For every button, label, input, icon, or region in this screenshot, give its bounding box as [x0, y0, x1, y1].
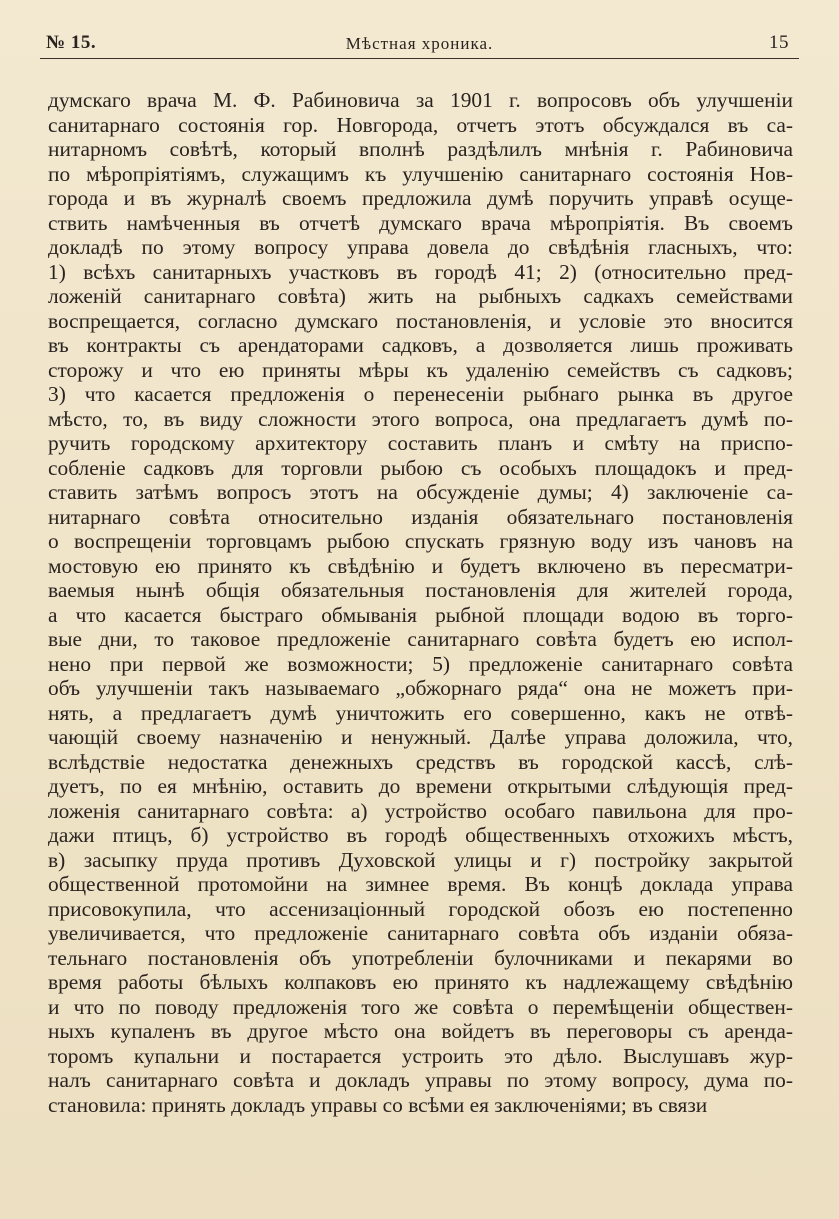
text-line: въ контракты съ арендаторами садковъ, а дозволяется лишь проживать [48, 333, 793, 357]
text-line: вслѣдствіе недостатка денежныхъ средствъ въ городской кассѣ, слѣ- [48, 749, 793, 774]
text-line: нено при первой же возможности; 5) предложеніе санитарнаго совѣта [48, 651, 793, 676]
text-line: воспрещается, согласно думскаго постановленія, и условіе это вносится [48, 308, 793, 333]
text-line: ручить городскому архитектору составить планъ и смѣту на приспо- [48, 431, 793, 455]
text-line: вые дни, то таковое предложеніе санитарнаго совѣта будетъ ею испол- [48, 627, 793, 651]
text-line: ствить намѣченныя въ отчетѣ думскаго врача мѣропріятія. Въ своемъ [48, 210, 793, 235]
text-line: увеличивается, что предложеніе санитарнаго совѣта объ изданіи обяза- [48, 921, 793, 945]
text-line: ныхъ купаленъ въ другое мѣсто она войдетъ въ переговоры съ аренда- [48, 1019, 793, 1043]
text-line: дажи птицъ, б) устройство въ городѣ общественныхъ отхожихъ мѣстъ, [48, 823, 793, 847]
text-line: ваемыя нынѣ общія обязательныя постановленія для жителей города, [48, 578, 793, 602]
text-line: ставить затѣмъ вопросъ этотъ на обсужденіе думы; 4) заключеніе са- [48, 480, 793, 504]
text-line: и что по поводу предложенія того же совѣта о перемѣщеніи обществен- [48, 994, 793, 1019]
text-line: становила: принять докладъ управы со всѣми ея заключеніями; въ связи [48, 1092, 708, 1117]
section-title: Мѣстная хроника. [345, 34, 494, 53]
text-line: мѣсто, то, въ виду сложности этого вопроса, она предлагаетъ думѣ по- [48, 406, 793, 431]
issue-number: № 15. [46, 32, 97, 53]
page-number: 15 [769, 32, 789, 53]
text-line: собленіе садковъ для торговли рыбою съ особыхъ площадокъ и пред- [48, 455, 793, 480]
text-line: города и въ журналѣ своемъ предложила думѣ поручить управѣ осуще- [48, 186, 793, 210]
text-line: общественной протомойни на зимнее время. Въ концѣ доклада управа [48, 872, 793, 896]
text-line: нитарнаго совѣта относительно изданія обязательнаго постановленія [48, 504, 793, 529]
text-line: а что касается быстраго обмыванія рыбной площади водою въ торго- [48, 602, 793, 627]
text-line: в) засыпку пруда противъ Духовской улицы и г) постройку закрытой [48, 847, 793, 872]
text-line: налъ санитарнаго совѣта и докладъ управы по этому вопросу, дума по- [48, 1068, 793, 1092]
text-line: санитарнаго состоянія гор. Новгорода, отчетъ этотъ обсуждался въ са- [48, 112, 793, 137]
text-line: тельнаго постановленія объ употребленіи булочниками и пекарями во [48, 945, 793, 970]
text-line: нять, а предлагаетъ думѣ уничтожить его совершенно, какъ не отвѣ- [48, 700, 793, 725]
text-line: 3) что касается предложенія о перенесеніи рыбнаго рынка въ другое [48, 382, 793, 406]
article-body [48, 88, 793, 1117]
text-line: чающій своему назначенію и ненужный. Далѣе управа доложила, что, [48, 725, 793, 749]
text-line: объ улучшеніи такъ называемаго „обжорнаго ряда“ она не можетъ при- [48, 676, 793, 700]
text-line: сторожу и что ею приняты мѣры къ удаленію семействъ съ садковъ; [48, 357, 793, 382]
text-line: докладѣ по этому вопросу управа довела до свѣдѣнія гласныхъ, что: [48, 235, 793, 259]
running-head [40, 30, 799, 60]
text-line: торомъ купальни и постарается устроить это дѣло. Выслушавъ жур- [48, 1043, 793, 1068]
header-rule [40, 58, 799, 59]
text-line: время работы бѣлыхъ колпаковъ ею принято къ надлежащему свѣдѣнію [48, 970, 793, 994]
text-line: нитарномъ совѣтѣ, который вполнѣ раздѣлилъ мнѣнія г. Рабиновича [48, 137, 793, 161]
text-line: по мѣропріятіямъ, служащимъ къ улучшенію санитарнаго состоянія Нов- [48, 161, 793, 186]
text-line: о воспрещеніи торговцамъ рыбою спускать грязную воду изъ чановъ на [48, 529, 793, 553]
text-line: 1) всѣхъ санитарныхъ участковъ въ городѣ 41; 2) (относительно пред- [48, 259, 793, 284]
text-line: думскаго врача М. Ф. Рабиновича за 1901 г. вопросовъ объ улучшеніи [48, 88, 793, 112]
text-line: дуетъ, по ея мнѣнію, оставить до времени открытыми слѣдующія пред- [48, 774, 793, 798]
text-line: ложеній санитарнаго совѣта) жить на рыбныхъ садкахъ семействами [48, 284, 793, 308]
text-line: присовокупила, что ассенизаціонный городской обозъ ею постепенно [48, 896, 793, 921]
text-line: ложенія санитарнаго совѣта: а) устройство особаго павильона для про- [48, 798, 793, 823]
text-line: мостовую ею принято къ свѣдѣнію и будетъ включено въ пересматри- [48, 553, 793, 578]
